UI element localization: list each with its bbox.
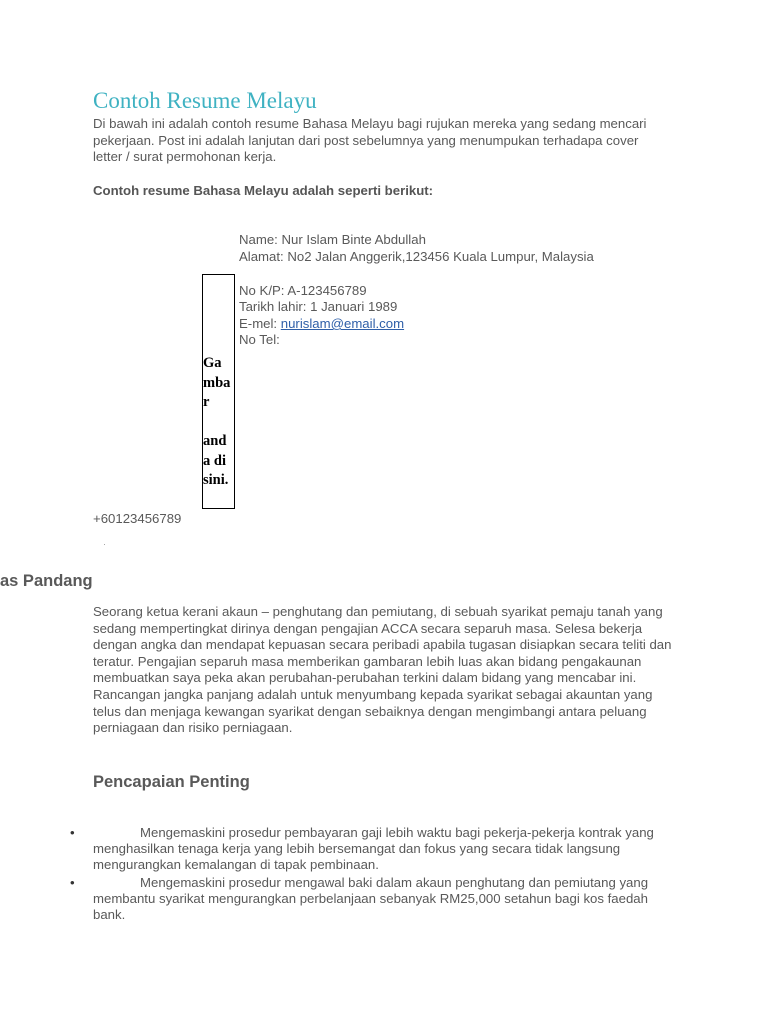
stray-mark: · xyxy=(103,539,106,549)
summary-heading: as Pandang xyxy=(0,572,93,590)
bullet-icon: • xyxy=(70,875,75,890)
intro-paragraph: Di bawah ini adalah contoh resume Bahasa Melayu bagi rujukan mereka yang sedang mencari pekerjaan. Post ini adalah lanjutan dari post sebelumnya yang menumpukan terhadapa cover letter / surat permohonan kerja. xyxy=(93,116,647,165)
contact-date-of-birth: Tarikh lahir: 1 Januari 1989 xyxy=(239,299,398,314)
summary-paragraph: Seorang ketua kerani akaun – penghutang dan pemiutang, di sebuah syarikat pemaju tanah yang sedang mempertingkat dirinya dengan pengajian ACCA secara separuh masa. Selesa bekerja dengan angka dan mendapat kepuasan secara peribadi apabila tugasan disiapkan secara teliti dan teratur. Pengajian separuh masa memberikan gambaran lebih luas akan bidang pengakaunan membuatkan saya peka akan perubahan-perubahan terkini dalam bidang yang mencabar ini. Rancangan jangka panjang adalah untuk menyumbang kepada syarikat sebagai akauntan yang telus dan menjaga kewangan syarikat dengan sebaiknya dengan mengimbangi antara peluang perniagaan dan risiko perniagaan. xyxy=(93,604,672,736)
intro-bold-line: Contoh resume Bahasa Melayu adalah seperti berikut: xyxy=(93,183,434,198)
bullet-icon: • xyxy=(70,825,75,840)
contact-phone-label: No Tel: xyxy=(239,332,280,347)
contact-name: Name: Nur Islam Binte Abdullah xyxy=(239,232,426,247)
achievement-text: Mengemaskini prosedur mengawal baki dalam akaun penghutang dan pemiutang yang membantu syarikat mengurangkan perbelanjaan sebanyak RM25,000 setahun bagi kos faedah bank. xyxy=(93,875,649,922)
contact-email-row xyxy=(239,316,404,333)
achievements-heading: Pencapaian Penting xyxy=(93,773,250,791)
photo-placeholder-text: Ga mba r and a di sini. xyxy=(203,355,231,488)
contact-email-label: E-mel: xyxy=(239,316,281,331)
achievements-list xyxy=(66,825,676,925)
document-title: Contoh Resume Melayu xyxy=(93,88,317,113)
contact-ic-number: No K/P: A-123456789 xyxy=(239,283,367,298)
achievement-item xyxy=(66,825,676,873)
achievement-text: Mengemaskini prosedur pembayaran gaji lebih waktu bagi pekerja-pekerja kontrak yang menghasilkan tenaga kerja yang lebih bersemangat dan fokus yang secara tidak langsung mengurangkan kemalangan di tapak pembinaan. xyxy=(93,825,654,872)
contact-phone-number: +60123456789 xyxy=(93,511,182,526)
contact-address: Alamat: No2 Jalan Anggerik,123456 Kuala Lumpur, Malaysia xyxy=(239,249,594,264)
contact-email-link[interactable]: nurislam@email.com xyxy=(280,316,405,331)
achievement-item xyxy=(66,875,676,923)
